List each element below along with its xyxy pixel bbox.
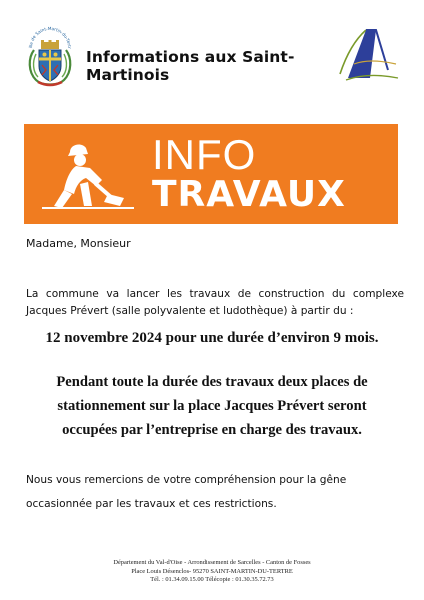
- info-travaux-banner: [24, 124, 398, 224]
- thanks-paragraph: Nous vous remercions de votre compréhension pour la gêne occasionnée par les travaux et ces restrictions.: [26, 474, 347, 510]
- footer-address: [60, 559, 364, 585]
- banner-title-travaux: TRAVAUX: [152, 174, 346, 215]
- greeting: Madame, Monsieur: [26, 237, 131, 250]
- announcement-paragraph: La commune va lancer les travaux de construction du complexe Jacques Prévert (salle polyvalente et ludothèque) à partir du :: [26, 288, 404, 317]
- crest-motto: ille de Saint-Martin-du-Tertr: [27, 26, 73, 49]
- blue-a-logo-icon: [336, 24, 400, 84]
- footer-line-address: Place Louis Désenclos- 95270 SAINT-MARTIN-DU-TERTRE: [131, 567, 293, 575]
- parking-notice: Pendant toute la durée des travaux deux places de stationnement sur la place Jacques Prévert seront occupées par l’entreprise en charge des travaux.: [56, 374, 368, 438]
- banner-title-info: INFO: [152, 131, 257, 178]
- footer-line-phone: Tél. : 01.34.09.15.00 Télécopie : 01.30.35.72.73: [150, 576, 274, 584]
- letter-header: [0, 0, 424, 110]
- footer-line-department: Département du Val-d'Oise - Arrondissement de Sarcelles - Canton de Fosses: [113, 559, 311, 566]
- worker-shovel-icon: [40, 140, 136, 210]
- start-date-line: 12 novembre 2024 pour une durée d’environ 9 mois.: [45, 330, 379, 346]
- town-coat-of-arms-icon: [24, 26, 76, 94]
- header-title: Informations aux Saint-Martinois: [86, 48, 295, 84]
